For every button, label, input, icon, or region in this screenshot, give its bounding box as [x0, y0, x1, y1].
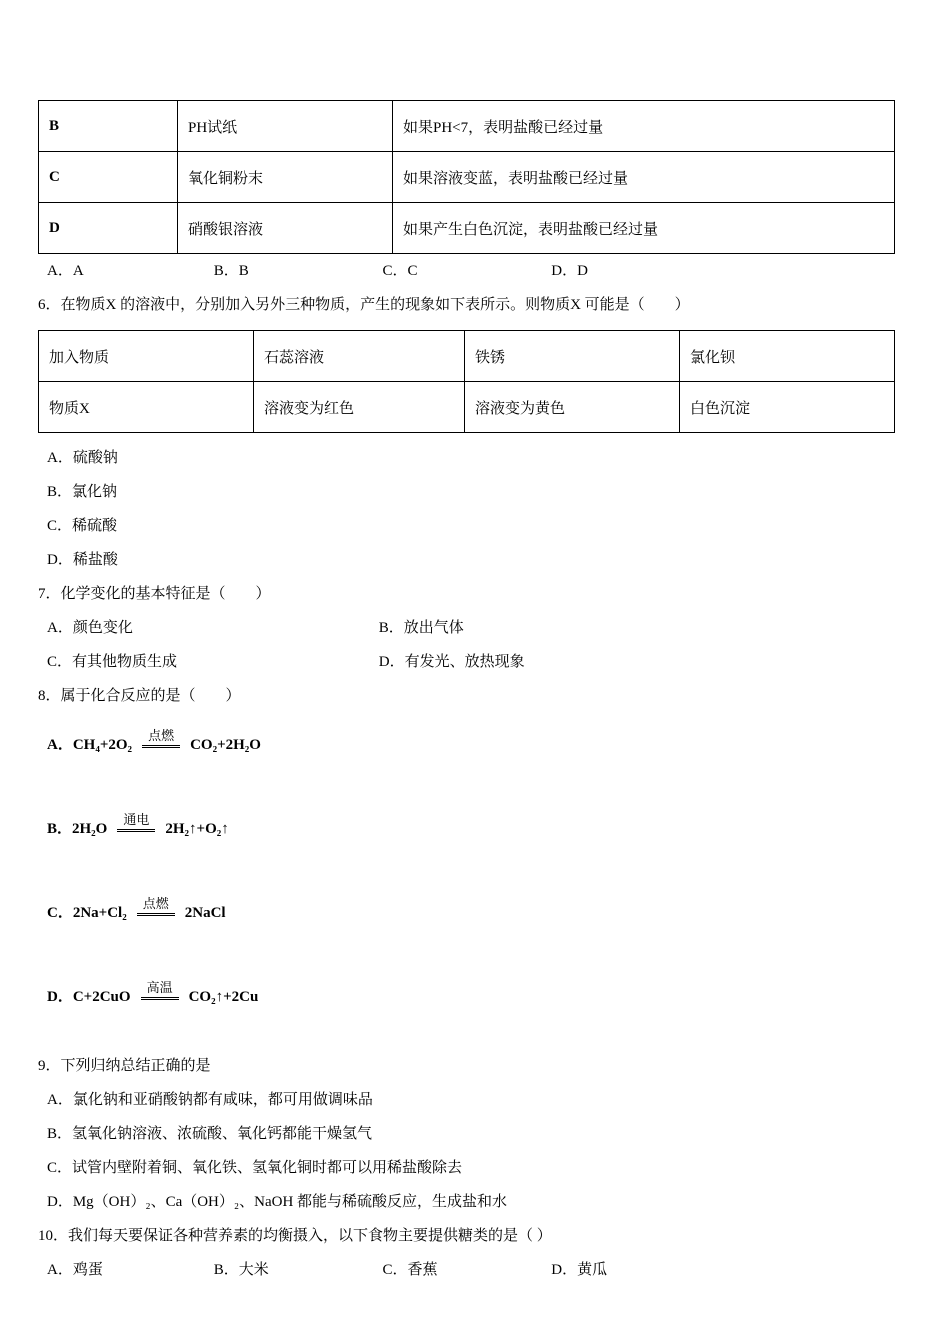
table-cell: 溶液变为黄色	[465, 382, 680, 433]
table-cell: D	[39, 203, 178, 254]
question-6-stem: 6．在物质X 的溶液中，分别加入另外三种物质，产生的现象如下表所示。则物质X 可能是（ ）	[38, 297, 690, 313]
equation-reactants: 2H₂O	[72, 821, 108, 837]
q7-option-a: A．颜色变化	[47, 620, 133, 636]
q8-equation-c	[47, 881, 895, 925]
q9-option-b: B．氢氧化钠溶液、浓硫酸、氧化钙都能干燥氢气	[47, 1126, 373, 1142]
q10-option-d: D．黄瓜	[551, 1262, 608, 1278]
table-row	[39, 101, 895, 152]
table-cell: 物质X	[39, 382, 254, 433]
q6-option-b: B．氯化钠	[47, 484, 118, 500]
table-cell: 氧化铜粉末	[178, 152, 393, 203]
q9-option-a: A．氯化钠和亚硝酸钠都有咸味，都可用做调味品	[47, 1092, 373, 1108]
q10-option-c: C．香蕉	[382, 1262, 438, 1278]
table-row	[39, 331, 895, 382]
equation-label: C．	[47, 905, 73, 921]
table-cell: 石蕊溶液	[254, 331, 465, 382]
table-cell: 如果PH<7，表明盐酸已经过量	[393, 101, 895, 152]
equation-label: B．	[47, 821, 73, 837]
answer-options-row	[47, 254, 895, 288]
q6-option-d: D．稀盐酸	[47, 552, 118, 568]
reagent-condition-table	[38, 100, 895, 254]
table-row	[39, 382, 895, 433]
option-c: C．C	[382, 263, 418, 279]
reaction-condition: 点燃	[142, 728, 180, 748]
table-row	[39, 152, 895, 203]
question-8-stem: 8．属于化合反应的是（ ）	[38, 688, 241, 704]
table-cell: PH试纸	[178, 101, 393, 152]
question-10-stem: 10．我们每天要保证各种营养素的均衡摄入，以下食物主要提供糖类的是（ ）	[38, 1228, 552, 1244]
q9-option-c: C．试管内壁附着铜、氧化铁、氢氧化铜时都可以用稀盐酸除去	[47, 1160, 463, 1176]
q7-option-c: C．有其他物质生成	[47, 654, 178, 670]
table-cell: C	[39, 152, 178, 203]
q10-options-row	[47, 1253, 895, 1287]
table-cell: B	[39, 101, 178, 152]
question-7-stem: 7．化学变化的基本特征是（ ）	[38, 586, 271, 602]
q7-option-d: D．有发光、放热现象	[378, 654, 525, 670]
q9-option-d: D．Mg（OH）₂、Ca（OH）₂、NaOH 都能与稀硫酸反应，生成盐和水	[47, 1194, 508, 1210]
equation-products: 2H₂↑+O₂↑	[165, 821, 229, 837]
reaction-condition: 通电	[117, 812, 155, 832]
table-cell: 铁锈	[465, 331, 680, 382]
question-9-stem: 9．下列归纳总结正确的是	[38, 1058, 211, 1074]
q8-equation-b	[47, 797, 895, 841]
equation-label: A．	[47, 737, 73, 753]
equation-products: 2NaCl	[184, 905, 226, 921]
table-cell: 白色沉淀	[680, 382, 895, 433]
q8-equation-d	[47, 965, 895, 1009]
table-cell: 溶液变为红色	[254, 382, 465, 433]
equation-label: D．	[47, 989, 73, 1005]
q7-options-row-1	[47, 611, 895, 645]
table-cell: 硝酸银溶液	[178, 203, 393, 254]
table-cell: 氯化钡	[680, 331, 895, 382]
equation-reactants: C+2CuO	[72, 989, 131, 1005]
table-cell: 加入物质	[39, 331, 254, 382]
option-b: B．B	[213, 263, 249, 279]
equation-reactants: 2Na+Cl₂	[72, 905, 127, 921]
q10-option-a: A．鸡蛋	[47, 1262, 103, 1278]
equation-products: CO₂↑+2Cu	[188, 989, 259, 1005]
q6-option-a: A．硫酸钠	[47, 450, 118, 466]
table-cell: 如果产生白色沉淀，表明盐酸已经过量	[393, 203, 895, 254]
table-row	[39, 203, 895, 254]
table-cell: 如果溶液变蓝，表明盐酸已经过量	[393, 152, 895, 203]
q10-option-b: B．大米	[213, 1262, 269, 1278]
equation-products: CO₂+2H₂O	[190, 737, 261, 753]
reaction-condition: 高温	[141, 980, 179, 1000]
q7-option-b: B．放出气体	[378, 620, 464, 636]
equation-reactants: CH₄+2O₂	[72, 737, 133, 753]
option-d: D．D	[551, 263, 588, 279]
q6-option-c: C．稀硫酸	[47, 518, 118, 534]
option-a: A．A	[47, 263, 84, 279]
q7-options-row-2	[47, 645, 895, 679]
phenomena-table	[38, 330, 895, 433]
reaction-condition: 点燃	[137, 896, 175, 916]
q8-equation-a	[47, 713, 895, 757]
